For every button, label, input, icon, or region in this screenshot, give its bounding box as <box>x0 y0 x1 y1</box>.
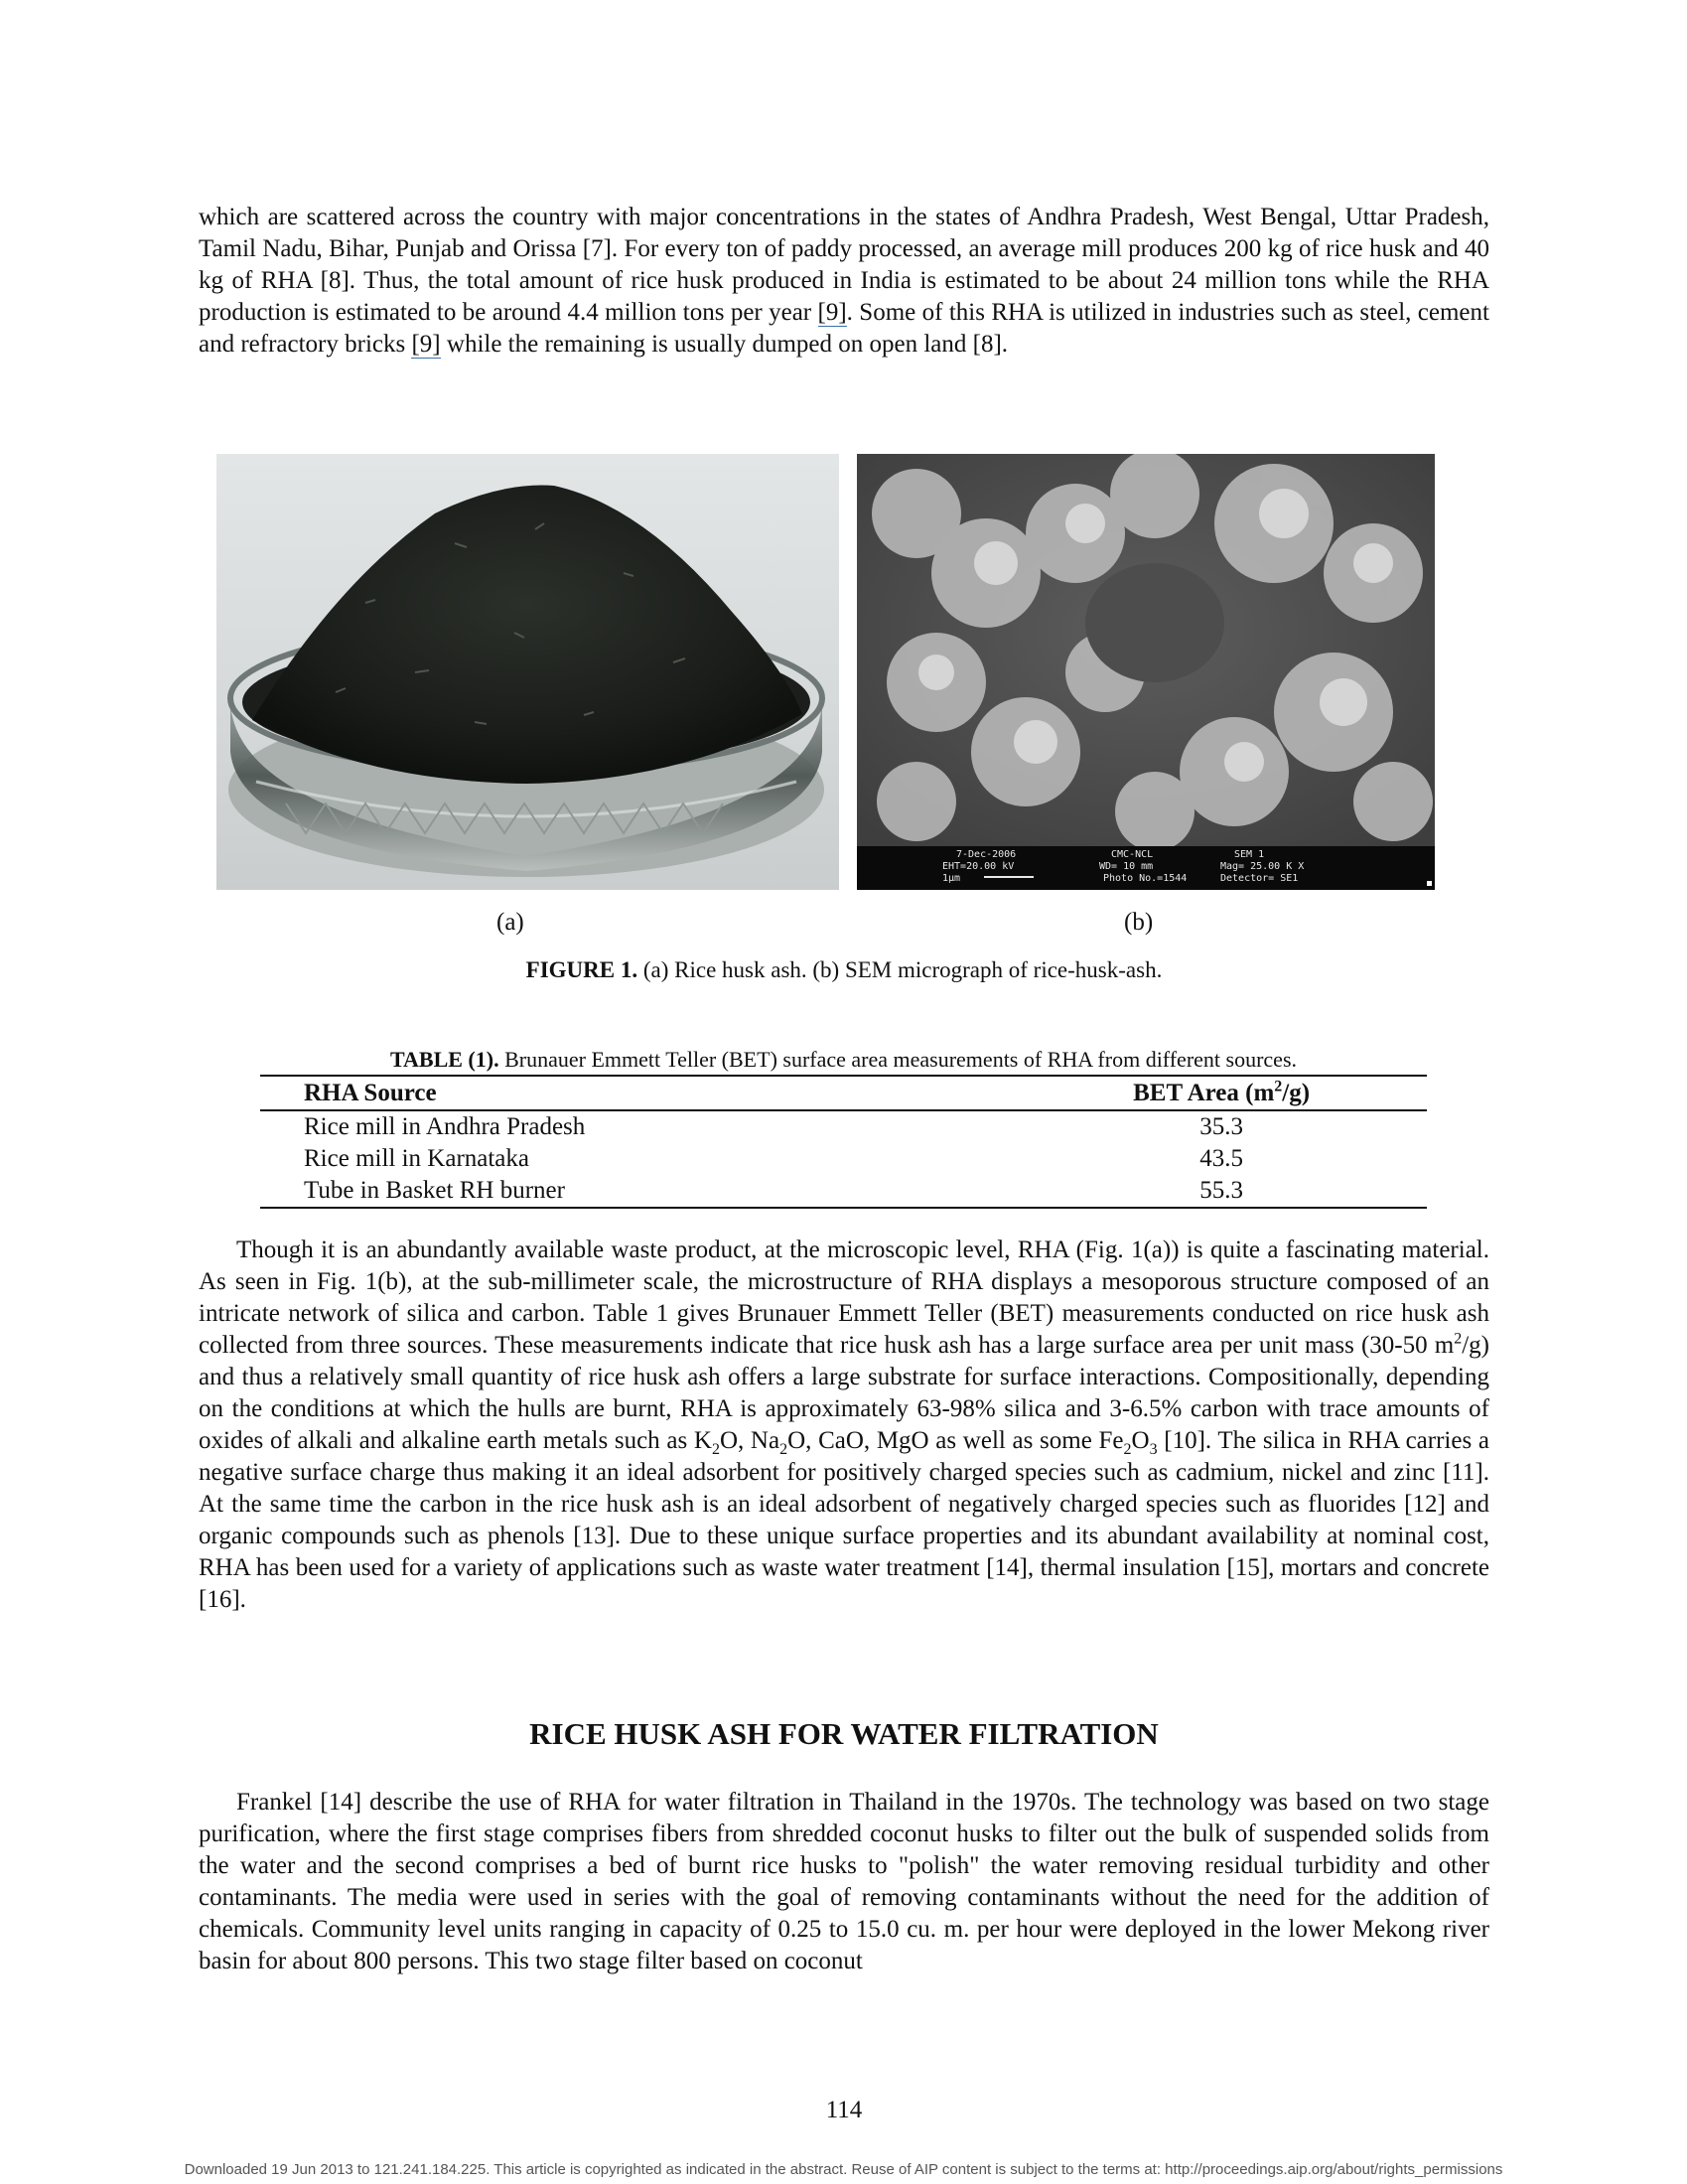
sem-date-text: 7-Dec-2006 <box>956 849 1017 860</box>
sem-detector-text: Detector= SE1 <box>1220 873 1299 884</box>
rice-husk-ash-photo <box>216 454 839 890</box>
section-heading: RICE HUSK ASH FOR WATER FILTRATION <box>529 1716 1159 1751</box>
sem-id-text: SEM 1 <box>1234 849 1265 860</box>
sem-mag-text: Mag= 25.00 K X <box>1220 861 1305 872</box>
page-number: 114 <box>825 2097 863 2123</box>
table-cell-source: Rice mill in Karnataka <box>304 1145 530 1172</box>
paragraph-intro: which are scattered across the country with major concentrations in the states of Andhra Pradesh, West Bengal, Uttar Pradesh, Tamil Nadu, Bihar, Punjab and Orissa [7]. For every ton of paddy processed, an average mill produces 200 kg of rice husk and 40 kg of RHA [8]. Thus, the total amount of rice husk produced in India is estimated to be about 24 million tons while the RHA production is estimated to be around 4.4 million tons per year [9]. Some of this RHA is utilized in industries such as steel, cement and refractory bricks [9] while the remaining is usually dumped on open land [8]. <box>199 204 1489 358</box>
figure-label-b: (b) <box>1124 909 1154 936</box>
table-row <box>260 1110 1427 1143</box>
figure-caption: FIGURE 1. (a) Rice husk ash. (b) SEM micrograph of rice-husk-ash. <box>525 957 1163 982</box>
sem-lab-text: CMC-NCL <box>1111 849 1154 860</box>
sem-micrograph <box>857 454 1435 890</box>
figure-label-a: (a) <box>496 909 524 936</box>
paragraph-material: Though it is an abundantly available waste product, at the microscopic level, RHA (Fig. 1(a)) is quite a fascinating material. As seen in Fig. 1(b), at the sub-millimeter scale, the microstructure of RHA displays a mesoporous structure composed of an intricate network of silica and carbon. Table 1 gives Brunauer Emmett Teller (BET) measurements conducted on rice husk ash collected from three sources. These measurements indicate that rice husk ash has a large surface area per unit mass (30-50 $m^2/g$) and thus a relatively small quantity of rice husk ash offers a large substrate for surface interactions. Compositionally, depending on the conditions at which the hulls are burnt, RHA is approximately 63-98% silica and 3-6.5% carbon with trace amounts of oxides of alkali and alkaline earth metals such as $K_2O$, $Na_2O$, CaO, MgO as well as some $Fe_2O_3$ [10]. The silica in RHA carries a negative surface charge thus making it an ideal adsorbent for positively charged species such as cadmium, nickel and zinc [11]. At the same time the carbon in the rice husk ash is an ideal adsorbent of negatively charged species such as fluorides [12] and organic compounds such as phenols [13]. Due to these unique surface properties and its abundant availability at nominal cost, RHA has been used for a variety of applications such as waste water treatment [14], thermal insulation [15], mortars and concrete [16]. <box>199 1237 1489 1613</box>
download-footer: Downloaded 19 Jun 2013 to 121.241.184.225. This article is copyrighted as indicated in the abstract. Reuse of AIP content is subject to the terms at: http://proceedings.aip.org/about/rights_permissions <box>184 2161 1503 2178</box>
citation-link[interactable]: [9] <box>411 331 441 358</box>
table-header-source: RHA Source <box>260 1076 1016 1110</box>
table-cell-area: 43.5 <box>1199 1145 1243 1172</box>
paragraph-filtration: Frankel [14] describe the use of RHA for water filtration in Thailand in the 1970s. The technology was based on two stage purification, where the first stage comprises fibers from shredded coconut husks to filter out the bulk of suspended solids from the water and the second comprises a bed of burnt rice husks to "polish" the water removing residual turbidity and other contaminants. The media were used in series with the goal of removing contaminants without the need for the addition of chemicals. Community level units ranging in capacity of 0.25 to 15.0 cu. m. per hour were deployed in the lower Mekong river basin for about 800 persons. This two stage filter based on coconut <box>199 1789 1489 1974</box>
sem-photo-no-text: Photo No.=1544 <box>1103 873 1188 884</box>
bet-table <box>260 1075 1427 1209</box>
sem-eht-text: EHT=20.00 kV <box>942 861 1015 872</box>
table-row <box>260 1175 1427 1208</box>
citation-link[interactable]: [9] <box>817 299 847 326</box>
table-header-area: BET Area $(m^2/g)$ <box>1016 1076 1427 1110</box>
table-cell-source: Rice mill in Andhra Pradesh <box>304 1113 586 1140</box>
table-cell-source: Tube in Basket RH burner <box>260 1175 1016 1208</box>
sem-scale-text: 1µm <box>942 873 961 884</box>
table-cell-area: 55.3 <box>1016 1175 1427 1208</box>
table-row <box>260 1143 1427 1175</box>
sem-wd-text: WD= 10 mm <box>1099 861 1154 872</box>
table-cell-area: 35.3 <box>1199 1113 1243 1140</box>
table-caption: TABLE (1). Brunauer Emmett Teller (BET) surface area measurements of RHA from different sources. <box>389 1047 1298 1072</box>
table-header-row <box>260 1076 1427 1110</box>
